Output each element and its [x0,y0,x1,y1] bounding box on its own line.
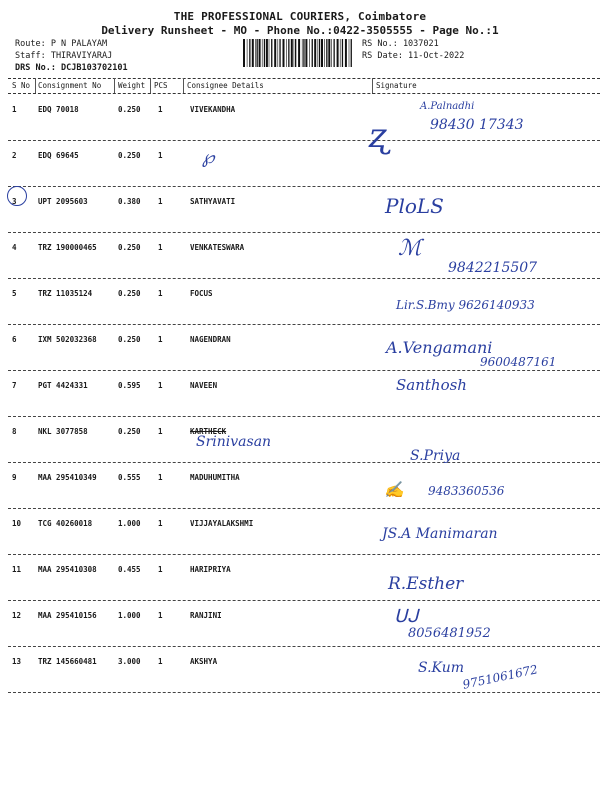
barcode-bar [288,39,289,67]
cell-sno: 13 [12,657,22,666]
barcode-bar [259,39,261,67]
cell-pcs: 1 [158,289,163,298]
cell-consignment: IXM 502032368 [38,335,97,344]
cell-weight: 0.455 [118,565,141,574]
cell-weight: 0.250 [118,151,141,160]
cell-pcs: 1 [158,381,163,390]
table-row [0,463,600,509]
barcode-bar [279,39,280,67]
cell-consignee: AKSHYA [190,657,218,666]
cell-sno: 9 [12,473,17,482]
cell-sno: 4 [12,243,17,252]
col-pcs: PCS [154,81,168,90]
cell-consignment: PGT 4424331 [38,381,88,390]
signature-12-mark: ᑌᒍ [394,606,419,627]
signature-1-phone: 98430 17343 [430,117,524,133]
header-top-rule [8,78,600,79]
barcode-bar [349,39,350,67]
cell-consignee: VIVEKANDHA [190,105,236,114]
cell-consignee: VENKATESWARA [190,243,245,252]
signature-3: PloLS [385,194,444,218]
barcode-bar [314,39,316,67]
cell-weight: 1.000 [118,519,141,528]
barcode-bar [334,39,335,67]
col-divider [35,78,36,94]
cell-consignment: EDQ 69645 [38,151,79,160]
barcode-bar [340,39,341,67]
cell-sno: 8 [12,427,17,436]
signature-4-mark: ℳ [398,236,422,261]
barcode-bar [283,39,285,67]
cell-consignee: KARTHECK [190,427,227,436]
table-row [0,371,600,417]
signature-9-phone: 9483360536 [428,484,505,498]
cell-weight: 0.250 [118,289,141,298]
cell-sno: 1 [12,105,17,114]
cell-consignment: UPT 2095603 [38,197,88,206]
cell-weight: 3.000 [118,657,141,666]
barcode-bar [286,39,287,67]
cell-consignee: SATHYAVATI [190,197,236,206]
barcode-bar [269,39,270,67]
signature-13-phone: 9751061672 [461,662,539,692]
barcode-bar [309,39,310,67]
col-consignment: Consignment No [38,81,102,90]
table-row [0,141,600,187]
cell-sno: 7 [12,381,17,390]
barcode-bar [351,39,352,67]
barcode-bar [243,39,245,67]
barcode-bar [321,39,323,67]
cell-consignment: TRZ 190000465 [38,243,97,252]
cell-consignment: TRZ 11035124 [38,289,93,298]
cell-consignment: TRZ 145660481 [38,657,97,666]
barcode-bar [252,39,254,67]
signature-2-mark: ℘ [202,147,215,168]
cell-consignee: FOCUS [190,289,213,298]
cell-weight: 0.555 [118,473,141,482]
cell-pcs: 1 [158,197,163,206]
barcode-bar [274,39,276,67]
barcode-bar [298,39,300,67]
ink-circle-mark [7,186,27,206]
cell-consignment: MAA 295410308 [38,565,97,574]
signature-4-phone: 9842215507 [448,260,538,276]
col-divider [183,78,184,94]
barcode-bar [294,39,295,67]
signature-6-name: A.Vengamani [386,338,493,357]
cell-consignment: MAA 295410349 [38,473,97,482]
signature-1-mark: ʐ [368,116,389,156]
rs-info [362,38,464,62]
rs-date: RS Date: 11-Oct-2022 [362,51,465,61]
cell-sno: 11 [12,565,22,574]
barcode-bar [305,39,307,67]
barcode-bar [319,39,320,67]
col-divider [372,78,373,94]
cell-consignment: MAA 295410156 [38,611,97,620]
drs-number: DRS No.: DCJB103702101 [15,63,128,73]
signature-6-phone: 9600487161 [480,355,557,369]
route-info [15,38,128,74]
document-title: THE PROFESSIONAL COURIERS, Coimbatore [173,10,427,23]
barcode-bar [337,39,339,67]
table-row [0,555,600,601]
barcode-bar [262,39,263,67]
cell-weight: 0.595 [118,381,141,390]
signature-1-name: A.Palnadhi [420,101,475,112]
cell-pcs: 1 [158,243,163,252]
header-bottom-rule [8,93,600,94]
cell-weight: 0.250 [118,427,141,436]
barcode-bar [295,39,296,67]
barcode-bar [249,39,250,67]
cell-consignee: MADUHUMITHA [190,473,240,482]
barcode-bar [303,39,304,67]
col-divider [150,78,151,94]
staff-label: Staff: THIRAVIYARAJ [15,51,113,61]
barcode-bar [278,39,279,67]
cell-weight: 0.250 [118,105,141,114]
table-row [0,509,600,555]
barcode-bar [328,39,330,67]
barcode-bar [312,39,313,67]
cell-weight: 1.000 [118,611,141,620]
barcode-bar [271,39,272,67]
signature-10: JS.A Manimaran [382,526,498,542]
barcode-bar [345,39,347,67]
col-divider [114,78,115,94]
signature-8: Srinivasan [196,434,272,450]
route-label: Route: P N PALAYAM [15,39,108,49]
signature-7: Santhosh [396,376,467,394]
barcode-bar [326,39,327,67]
barcode-bar [318,39,319,67]
barcode-bar [255,39,256,67]
signature-12-phone: 8056481952 [408,626,491,641]
barcode-bar [257,39,258,67]
cell-pcs: 1 [158,657,163,666]
barcode-bar [291,39,293,67]
cell-pcs: 1 [158,519,163,528]
barcode-bar [302,39,303,67]
signature-11: R.Esther [388,574,464,594]
cell-pcs: 1 [158,565,163,574]
table-row [0,417,600,463]
barcode-bar [331,39,332,67]
cell-sno: 2 [12,151,17,160]
cell-sno: 10 [12,519,22,528]
cell-pcs: 1 [158,105,163,114]
cell-consignment: TCG 40260018 [38,519,93,528]
signature-13-mark: S.Kum [418,660,464,676]
document-subtitle: Delivery Runsheet - MO - Phone No.:0422-3505555 - Page No.:1 [101,24,499,37]
row-separator [8,692,600,693]
table-row [0,601,600,647]
barcode-image [242,39,354,67]
cell-pcs: 1 [158,611,163,620]
col-sno: S No [12,81,31,90]
col-signature: Signature [376,81,417,90]
col-consignee: Consignee Details [187,81,264,90]
cell-sno: 12 [12,611,22,620]
cell-consignee: VIJJAYALAKSHMI [190,519,254,528]
signature-9-name: S.Priya [410,448,461,464]
signature-5: Lir.S.Bmy 9626140933 [396,298,535,312]
cell-consignment: EDQ 70018 [38,105,79,114]
rs-number: RS No.: 1037021 [362,39,439,49]
cell-consignee: RANJINI [190,611,222,620]
barcode-bar [247,39,248,67]
barcode-bar [264,39,265,67]
cell-sno: 5 [12,289,17,298]
cell-weight: 0.380 [118,197,141,206]
cell-pcs: 1 [158,427,163,436]
cell-sno: 3 [12,197,17,206]
table-row [0,187,600,233]
barcode-bar [324,39,325,67]
cell-weight: 0.250 [118,335,141,344]
barcode-bar [342,39,343,67]
cell-pcs: 1 [158,335,163,344]
cell-consignment: NKL 3077858 [38,427,88,436]
cell-sno: 6 [12,335,17,344]
cell-weight: 0.250 [118,243,141,252]
cell-pcs: 1 [158,151,163,160]
cell-consignee: NAGENDRAN [190,335,231,344]
cell-consignee: NAVEEN [190,381,218,390]
signature-9-mark: ✍ [384,480,404,499]
cell-pcs: 1 [158,473,163,482]
barcode-bar [266,39,268,67]
col-weight: Weight [118,81,146,90]
cell-consignee: HARIPRIYA [190,565,231,574]
